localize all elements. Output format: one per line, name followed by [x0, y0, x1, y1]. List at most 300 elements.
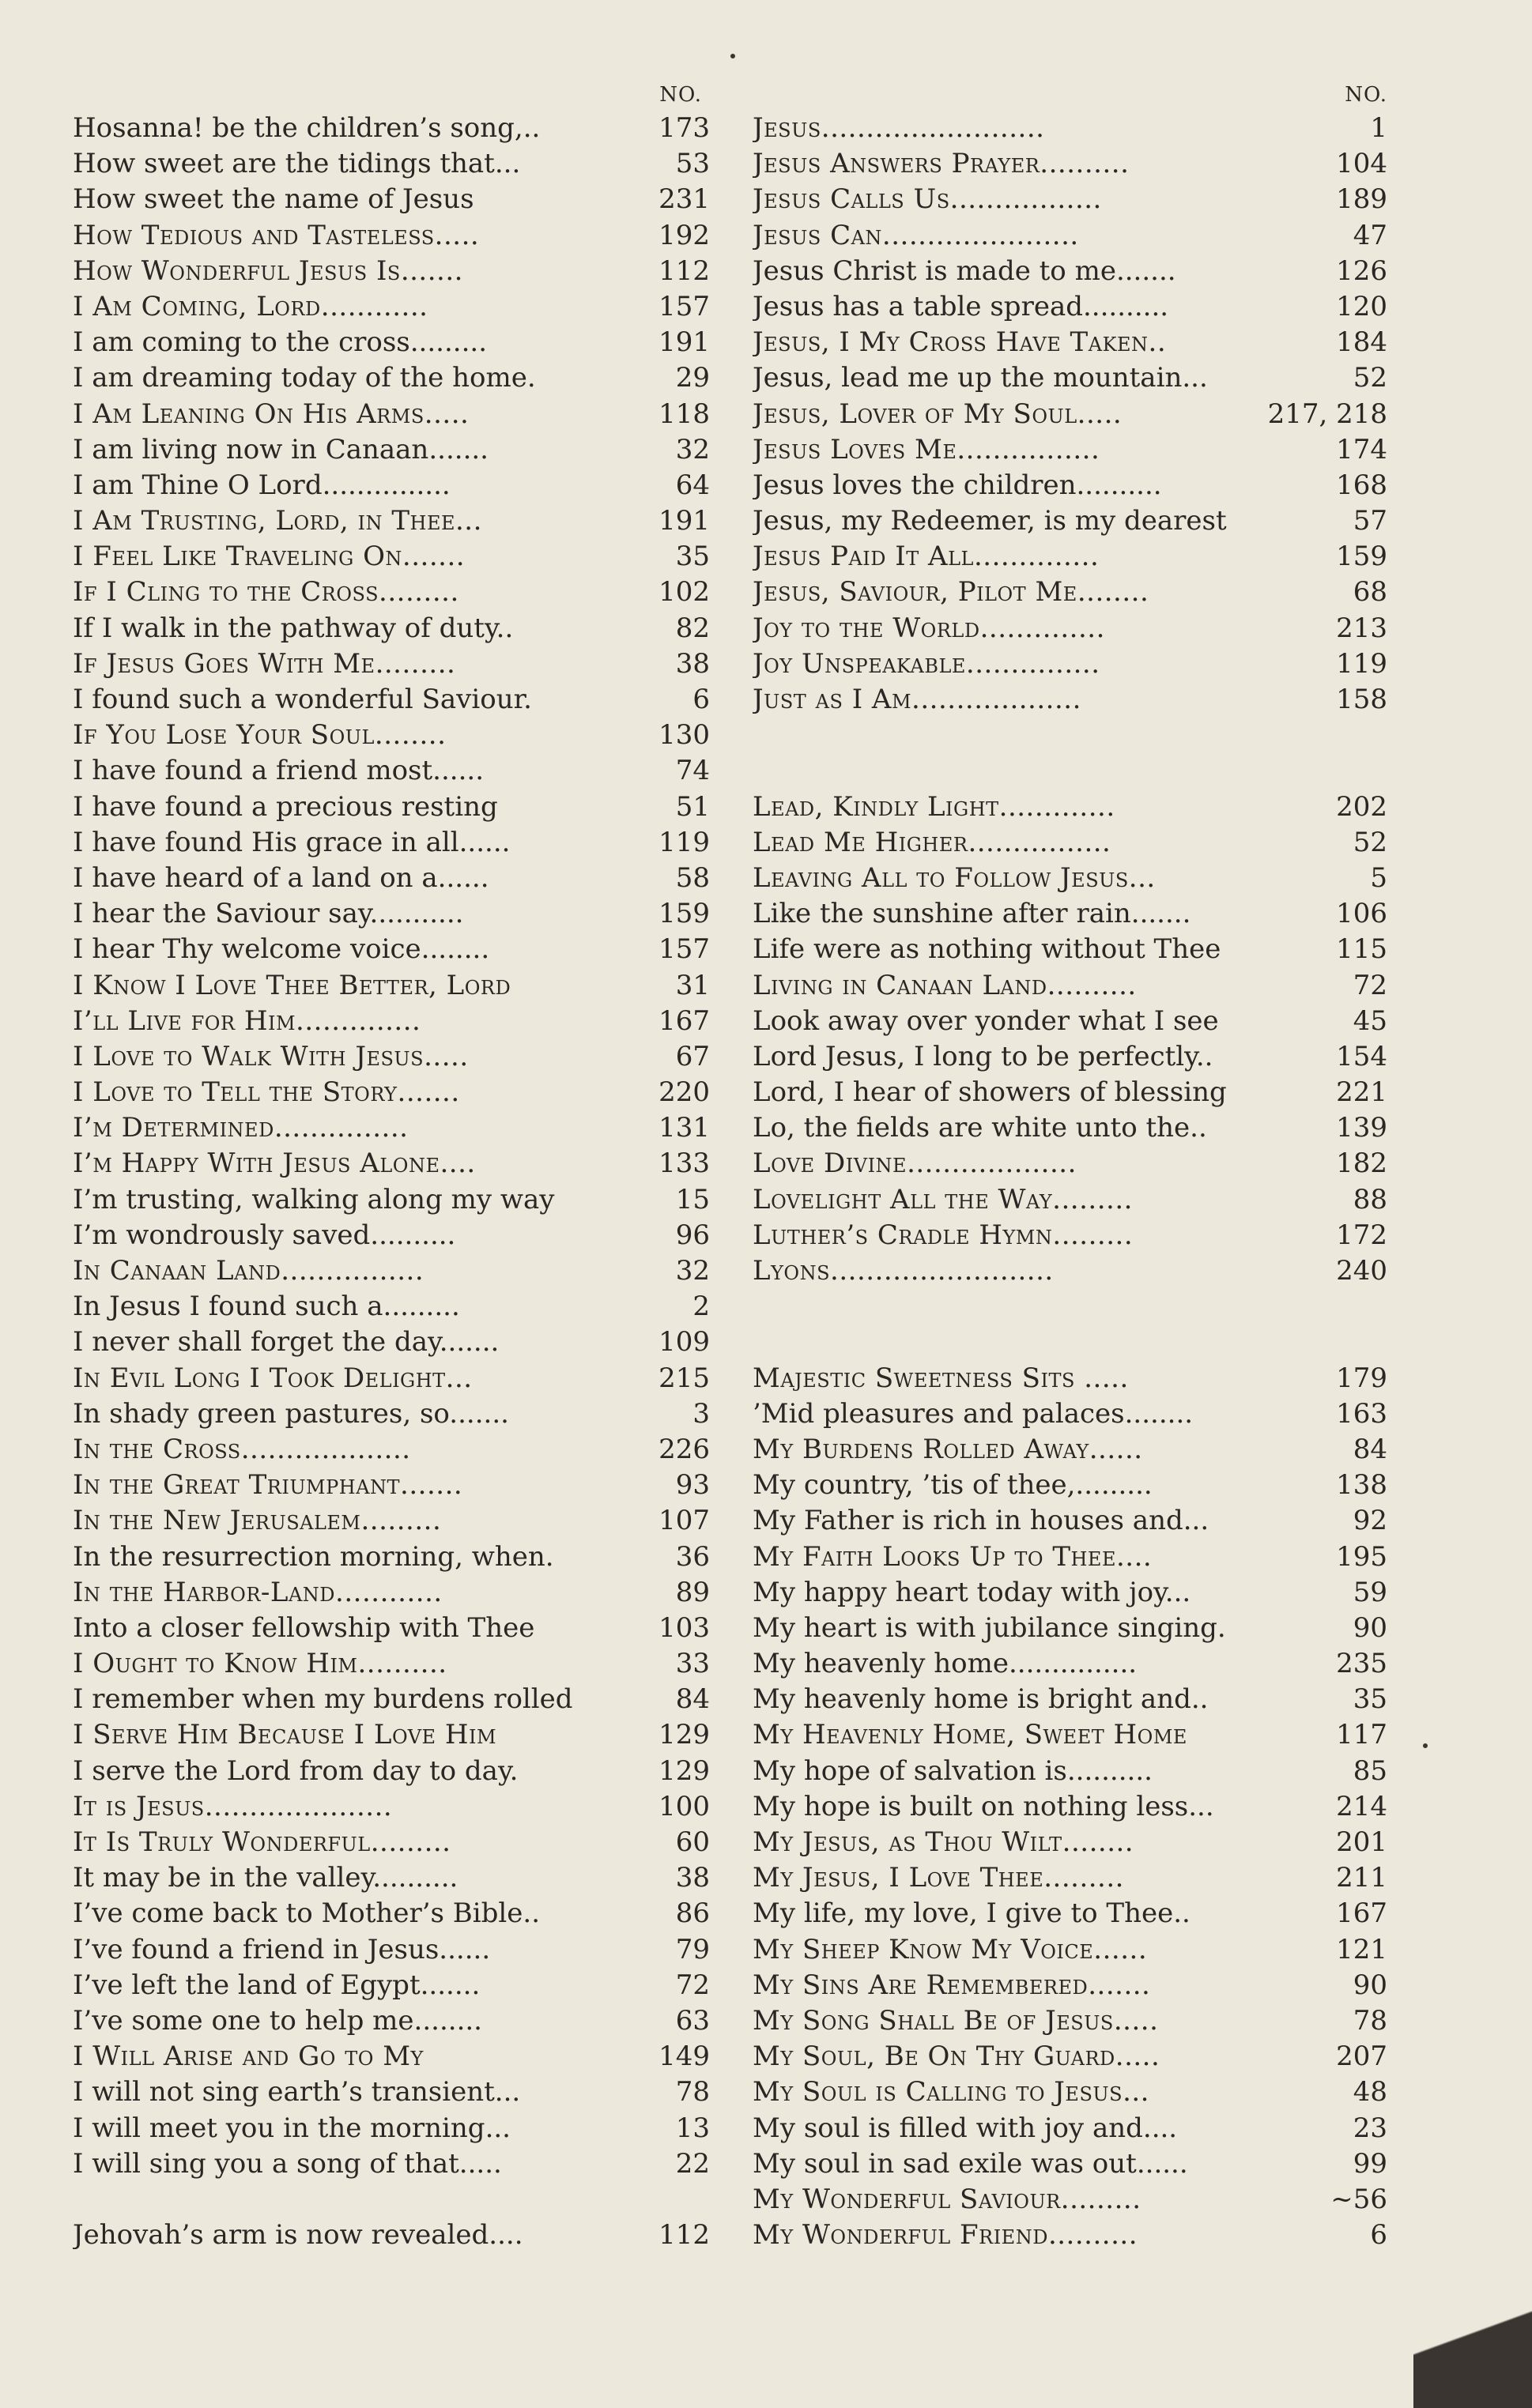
entry-number: 45 — [1353, 1004, 1387, 1037]
index-entry — [753, 1468, 1387, 1503]
index-entry — [73, 1932, 710, 1968]
index-entry — [753, 1432, 1387, 1468]
index-entry — [73, 1503, 710, 1539]
entry-title: I am Thine O Lord............... — [73, 469, 451, 501]
entry-number: 167 — [1336, 1897, 1387, 1930]
index-entry — [73, 1968, 710, 2003]
section-gap — [73, 2182, 710, 2218]
index-entry — [73, 1289, 710, 1325]
entry-number: 68 — [1353, 576, 1387, 609]
entry-number: 85 — [1353, 1754, 1387, 1787]
section-gap — [753, 753, 1387, 789]
entry-number: 58 — [675, 861, 710, 894]
index-entry — [73, 932, 710, 967]
index-entry — [753, 325, 1387, 360]
index-entry — [753, 1825, 1387, 1860]
index-entry — [753, 611, 1387, 646]
entry-number: 48 — [1353, 2076, 1387, 2108]
entry-title: I will sing you a song of that..... — [73, 2147, 502, 2180]
index-entry — [753, 896, 1387, 932]
entry-title: I Know I Love Thee Better, Lord — [73, 969, 511, 1001]
index-entry — [753, 1253, 1387, 1289]
index-entry — [753, 1789, 1387, 1825]
entry-number: 29 — [675, 362, 710, 394]
section-gap — [753, 1289, 1387, 1325]
entry-number: 184 — [1336, 326, 1387, 359]
entry-number: 35 — [1353, 1683, 1387, 1716]
entry-number: 117 — [1336, 1719, 1387, 1751]
entry-title: Joy Unspeakable............... — [753, 647, 1100, 680]
entry-number: 36 — [675, 1540, 710, 1573]
entry-title: Jesus Paid It All.............. — [753, 541, 1100, 573]
index-entry — [73, 1218, 710, 1253]
entry-title: Jesus Answers Prayer.......... — [753, 148, 1130, 180]
index-entry — [73, 825, 710, 861]
index-entry — [753, 289, 1387, 325]
entry-number: 47 — [1353, 219, 1387, 251]
right-entry-list — [753, 111, 1387, 2253]
entry-title: In the resurrection morning, when. — [73, 1540, 554, 1573]
entry-title: In shady green pastures, so....... — [73, 1397, 509, 1430]
index-entry — [73, 753, 710, 789]
index-entry — [753, 2146, 1387, 2182]
entry-title: Jesus, my Redeemer, is my dearest — [753, 505, 1227, 537]
entry-title: I Am Trusting, Lord, in Thee... — [73, 505, 482, 537]
entry-number: 163 — [1336, 1397, 1387, 1430]
index-entry — [753, 2218, 1387, 2253]
entry-title: I’ve left the land of Egypt....... — [73, 1969, 481, 2001]
entry-title: Lord, I hear of showers of blessing — [753, 1076, 1227, 1109]
entry-number: 159 — [1336, 541, 1387, 573]
entry-number: 84 — [1353, 1433, 1387, 1465]
entry-number: 15 — [675, 1183, 710, 1215]
entry-title: In the Cross................... — [73, 1433, 411, 1465]
entry-number: 64 — [675, 469, 710, 501]
entry-title: My Song Shall Be of Jesus..... — [753, 2004, 1159, 2037]
index-entry — [753, 503, 1387, 539]
entry-number: 72 — [675, 1969, 710, 2001]
index-entry — [753, 111, 1387, 146]
index-entry — [73, 1646, 710, 1682]
entry-number: 115 — [1336, 933, 1387, 966]
index-entry — [73, 2039, 710, 2074]
index-entry — [73, 968, 710, 1004]
entry-number: 107 — [658, 1505, 710, 1537]
entry-number: 86 — [675, 1897, 710, 1930]
entry-title: Hosanna! be the children’s song,.. — [73, 112, 541, 144]
entry-title: Love Divine................... — [753, 1147, 1077, 1180]
entry-number: 133 — [658, 1147, 710, 1180]
entry-number: 32 — [675, 1255, 710, 1287]
entry-title: My heavenly home is bright and.. — [753, 1683, 1209, 1716]
entry-number: 217, 218 — [1267, 398, 1387, 430]
entry-number: 52 — [1353, 826, 1387, 858]
entry-number: 138 — [1336, 1469, 1387, 1502]
entry-number: 103 — [658, 1611, 710, 1644]
entry-number: 168 — [1336, 469, 1387, 501]
index-entry — [73, 2146, 710, 2182]
index-entry — [73, 861, 710, 896]
entry-title: My Faith Looks Up to Thee.... — [753, 1540, 1153, 1573]
entry-title: My heavenly home............... — [753, 1648, 1138, 1680]
index-entry — [73, 682, 710, 718]
index-entry — [73, 1039, 710, 1075]
entry-number: 78 — [675, 2076, 710, 2108]
entry-title: Just as I Am................... — [753, 684, 1081, 715]
index-entry — [73, 146, 710, 182]
entry-number: 78 — [1353, 2004, 1387, 2037]
entry-title: Joy to the World.............. — [753, 612, 1105, 644]
index-entry — [753, 1682, 1387, 1717]
entry-title: Jesus, Lover of My Soul..... — [753, 398, 1123, 430]
entry-title: Look away over yonder what I see — [753, 1004, 1219, 1037]
entry-number: 100 — [658, 1790, 710, 1822]
entry-number: 191 — [658, 505, 710, 537]
entry-title: Lyons......................... — [753, 1255, 1054, 1287]
entry-title: Jesus, I My Cross Have Taken.. — [753, 326, 1167, 359]
entry-number: 2 — [692, 1291, 710, 1323]
entry-title: How Wonderful Jesus Is....... — [73, 254, 463, 287]
index-entry — [73, 360, 710, 396]
entry-number: 129 — [658, 1719, 710, 1751]
entry-number: 1 — [1370, 112, 1387, 144]
index-entry — [73, 1004, 710, 1039]
entry-number: 202 — [1336, 790, 1387, 823]
entry-number: 174 — [1336, 433, 1387, 465]
index-entry — [73, 789, 710, 825]
index-entry — [73, 325, 710, 360]
entry-number: 57 — [1353, 505, 1387, 537]
entry-title: I remember when my burdens rolled — [73, 1683, 573, 1716]
entry-title: It is Jesus..................... — [73, 1790, 393, 1822]
entry-title: Leaving All to Follow Jesus... — [753, 861, 1156, 894]
index-entry — [753, 1503, 1387, 1539]
index-entry — [73, 1468, 710, 1503]
entry-number: 60 — [675, 1826, 710, 1858]
entry-number: 192 — [658, 219, 710, 251]
entry-number: 63 — [675, 2004, 710, 2037]
entry-title: I’ve come back to Mother’s Bible.. — [73, 1897, 540, 1930]
index-entry — [73, 646, 710, 682]
entry-number: 93 — [675, 1469, 710, 1502]
entry-number: 119 — [658, 826, 710, 858]
index-entry — [73, 1825, 710, 1860]
entry-title: If You Lose Your Soul........ — [73, 719, 447, 752]
index-entry — [73, 1575, 710, 1611]
entry-title: If Jesus Goes With Me......... — [73, 647, 456, 680]
entry-title: My heart is with jubilance singing. — [753, 1611, 1226, 1644]
entry-title: My Jesus, I Love Thee......... — [753, 1862, 1124, 1894]
entry-title: My Wonderful Friend.......... — [753, 2219, 1138, 2252]
index-entry — [73, 254, 710, 289]
entry-title: In the Harbor-Land............ — [73, 1576, 443, 1608]
entry-number: 131 — [658, 1112, 710, 1144]
entry-title: Lead Me Higher................ — [753, 826, 1111, 858]
entry-number: 213 — [1336, 612, 1387, 644]
entry-number: 149 — [658, 2041, 710, 2073]
entry-number: 109 — [658, 1326, 710, 1359]
entry-number: 112 — [658, 2219, 710, 2252]
index-entry — [73, 182, 710, 217]
entry-title: If I walk in the pathway of duty.. — [73, 612, 514, 644]
entry-number: 104 — [1336, 148, 1387, 180]
entry-number: 214 — [1336, 1790, 1387, 1822]
index-entry — [73, 1754, 710, 1789]
entry-title: Jesus has a table spread.......... — [753, 290, 1169, 322]
right-column — [753, 79, 1387, 2253]
index-entry — [753, 825, 1387, 861]
entry-number: 130 — [658, 719, 710, 752]
entry-title: I never shall forget the day....... — [73, 1326, 500, 1359]
entry-number: 191 — [658, 326, 710, 359]
index-entry — [73, 1075, 710, 1110]
entry-title: I’m Happy With Jesus Alone.... — [73, 1147, 476, 1180]
index-entry — [753, 254, 1387, 289]
index-entry — [753, 218, 1387, 254]
index-entry — [73, 468, 710, 503]
entry-title: In the Great Triumphant....... — [73, 1469, 463, 1502]
entry-number: 33 — [675, 1648, 710, 1680]
entry-number: 74 — [675, 755, 710, 787]
index-entry — [73, 1896, 710, 1931]
entry-title: I’m wondrously saved.......... — [73, 1219, 456, 1251]
index-entry — [753, 575, 1387, 610]
entry-title: I am dreaming today of the home. — [73, 362, 536, 394]
index-entry — [753, 1896, 1387, 1931]
index-entry — [753, 397, 1387, 432]
entry-number: 90 — [1353, 1969, 1387, 2001]
entry-number: 59 — [1353, 1576, 1387, 1608]
entry-title: Into a closer fellowship with Thee — [73, 1611, 535, 1644]
entry-title: I’ve found a friend in Jesus...... — [73, 1933, 491, 1965]
index-entry — [73, 111, 710, 146]
entry-number: 35 — [675, 541, 710, 573]
index-entry — [73, 575, 710, 610]
entry-number: 207 — [1336, 2041, 1387, 2073]
index-entry — [753, 146, 1387, 182]
entry-title: In Canaan Land................ — [73, 1255, 425, 1287]
entry-title: I Serve Him Because I Love Him — [73, 1719, 497, 1751]
index-entry — [753, 1717, 1387, 1753]
entry-title: In the New Jerusalem......... — [73, 1505, 442, 1537]
index-entry — [73, 432, 710, 468]
entry-number: 38 — [675, 647, 710, 680]
index-entry — [73, 503, 710, 539]
entry-title: Luther’s Cradle Hymn......... — [753, 1219, 1134, 1251]
entry-title: Jesus Can...................... — [753, 219, 1079, 251]
entry-number: 23 — [1353, 2112, 1387, 2144]
entry-title: Jesus, lead me up the mountain... — [753, 362, 1208, 394]
entry-number: 67 — [675, 1040, 710, 1072]
entry-title: I hear Thy welcome voice........ — [73, 933, 490, 966]
entry-title: In Evil Long I Took Delight... — [73, 1362, 473, 1394]
entry-number: 106 — [1336, 898, 1387, 930]
entry-title: I hear the Saviour say........... — [73, 898, 464, 930]
entry-number: 189 — [1336, 183, 1387, 216]
index-entry — [753, 182, 1387, 217]
index-entry — [753, 1218, 1387, 1253]
entry-title: How sweet are the tidings that... — [73, 148, 521, 180]
entry-number: 89 — [675, 1576, 710, 1608]
index-entry — [753, 1968, 1387, 2003]
entry-number: 126 — [1336, 254, 1387, 287]
index-entry — [73, 1539, 710, 1575]
entry-number: 13 — [675, 2112, 710, 2144]
entry-number: 182 — [1336, 1147, 1387, 1180]
entry-title: Jesus, Saviour, Pilot Me........ — [753, 576, 1149, 609]
entry-title: I’ve some one to help me........ — [73, 2004, 482, 2037]
entry-number: 172 — [1336, 1219, 1387, 1251]
entry-number: 53 — [675, 148, 710, 180]
entry-title: Living in Canaan Land.......... — [753, 969, 1137, 1001]
entry-title: My country, ’tis of thee,......... — [753, 1469, 1153, 1502]
section-gap — [753, 718, 1387, 753]
entry-number: 157 — [658, 290, 710, 322]
index-entry — [753, 1396, 1387, 1432]
entry-number: 235 — [1336, 1648, 1387, 1680]
entry-number: 32 — [675, 433, 710, 465]
index-entry — [753, 2111, 1387, 2146]
entry-number: 84 — [675, 1683, 710, 1716]
index-entry — [753, 1539, 1387, 1575]
entry-title: My soul in sad exile was out...... — [753, 2147, 1188, 2180]
index-entry — [73, 1789, 710, 1825]
entry-title: I have found His grace in all...... — [73, 826, 511, 858]
index-entry — [753, 1361, 1387, 1396]
left-column — [73, 79, 710, 2253]
entry-number: 88 — [1353, 1183, 1387, 1215]
entry-title: Lovelight All the Way......... — [753, 1183, 1133, 1215]
index-entry — [753, 1146, 1387, 1181]
index-entry — [753, 932, 1387, 967]
index-entry — [753, 360, 1387, 396]
entry-number: 52 — [1353, 362, 1387, 394]
entry-number: 179 — [1336, 1362, 1387, 1394]
entry-title: My Father is rich in houses and... — [753, 1505, 1209, 1537]
index-entry — [73, 218, 710, 254]
entry-title: My Sheep Know My Voice...... — [753, 1933, 1148, 1965]
entry-number: 96 — [675, 1219, 710, 1251]
index-entry — [73, 2074, 710, 2110]
entry-title: I Am Leaning On His Arms..... — [73, 398, 470, 430]
entry-number: 3 — [692, 1397, 710, 1430]
entry-title: I found such a wonderful Saviour. — [73, 684, 532, 715]
entry-title: My Jesus, as Thou Wilt........ — [753, 1826, 1134, 1858]
index-entry — [73, 1432, 710, 1468]
index-entry — [753, 1182, 1387, 1218]
index-entry — [73, 1396, 710, 1432]
entry-title: My Soul, Be On Thy Guard..... — [753, 2041, 1160, 2073]
entry-title: Majestic Sweetness Sits ..... — [753, 1362, 1129, 1394]
entry-title: Jesus Loves Me................ — [753, 433, 1100, 465]
entry-title: Jehovah’s arm is now revealed.... — [73, 2219, 523, 2252]
entry-number: 129 — [658, 1754, 710, 1787]
left-entry-list — [73, 111, 710, 2253]
entry-number: 102 — [658, 576, 710, 609]
entry-number: 112 — [658, 254, 710, 287]
entry-title: I Am Coming, Lord............ — [73, 290, 428, 322]
entry-number: 226 — [658, 1433, 710, 1465]
entry-number: 221 — [1336, 1076, 1387, 1109]
index-entry — [753, 2182, 1387, 2218]
entry-number: 118 — [658, 398, 710, 430]
entry-title: My Wonderful Saviour......... — [753, 2183, 1141, 2215]
entry-title: ’Mid pleasures and palaces........ — [753, 1397, 1194, 1430]
entry-title: My life, my love, I give to Thee.. — [753, 1897, 1191, 1930]
entry-title: It Is Truly Wonderful......... — [73, 1826, 451, 1858]
index-entry — [753, 861, 1387, 896]
entry-title: My hope of salvation is.......... — [753, 1754, 1153, 1787]
index-entry — [73, 1110, 710, 1146]
entry-number: 158 — [1336, 684, 1387, 715]
entry-title: Lead, Kindly Light............. — [753, 790, 1115, 823]
entry-number: 6 — [692, 684, 710, 715]
index-entry — [753, 1754, 1387, 1789]
index-entry — [753, 2039, 1387, 2074]
entry-number: 220 — [658, 1076, 710, 1109]
entry-number: 82 — [675, 612, 710, 644]
page-corner-shadow — [1413, 2234, 1532, 2408]
index-entry — [753, 1039, 1387, 1075]
entry-title: Like the sunshine after rain....... — [753, 898, 1191, 930]
entry-title: My Soul is Calling to Jesus... — [753, 2076, 1149, 2108]
entry-title: Lo, the fields are white unto the.. — [753, 1112, 1207, 1144]
entry-title: How Tedious and Tasteless..... — [73, 219, 480, 251]
index-entry — [73, 611, 710, 646]
entry-number: 90 — [1353, 1611, 1387, 1644]
entry-title: I am coming to the cross......... — [73, 326, 488, 359]
entry-number: 51 — [675, 790, 710, 823]
index-entry — [73, 289, 710, 325]
entry-number: 5 — [1370, 861, 1387, 894]
index-entry — [73, 2218, 710, 2253]
entry-title: I Ought to Know Him.......... — [73, 1648, 447, 1680]
entry-number: 121 — [1336, 1933, 1387, 1965]
entry-title: My hope is built on nothing less... — [753, 1790, 1214, 1822]
index-entry — [753, 789, 1387, 825]
index-entry — [73, 718, 710, 753]
entry-title: I will not sing earth’s transient... — [73, 2076, 521, 2108]
index-entry — [73, 1361, 710, 1396]
index-entry — [73, 1860, 710, 1896]
index-entry — [73, 1682, 710, 1717]
index-entry — [73, 1325, 710, 1360]
index-entry — [73, 1182, 710, 1218]
margin-speck — [1423, 1743, 1428, 1748]
entry-number: 92 — [1353, 1505, 1387, 1537]
entry-number: 201 — [1336, 1826, 1387, 1858]
entry-title: I’ll Live for Him.............. — [73, 1004, 421, 1037]
index-entry — [753, 468, 1387, 503]
entry-title: My Burdens Rolled Away...... — [753, 1433, 1143, 1465]
index-entry — [73, 2003, 710, 2039]
entry-title: In Jesus I found such a......... — [73, 1291, 460, 1323]
entry-title: I am living now in Canaan....... — [73, 433, 489, 465]
index-entry — [753, 1075, 1387, 1110]
index-entry — [753, 1611, 1387, 1646]
entry-title: I serve the Lord from day to day. — [73, 1754, 519, 1787]
index-entry — [73, 1717, 710, 1753]
index-entry — [753, 432, 1387, 468]
left-number-header: NO. — [659, 83, 702, 107]
index-entry — [753, 2003, 1387, 2039]
entry-title: I’m Determined............... — [73, 1112, 409, 1144]
entry-title: My Heavenly Home, Sweet Home — [753, 1719, 1187, 1751]
entry-number: 157 — [658, 933, 710, 966]
entry-title: I Love to Walk With Jesus..... — [73, 1040, 469, 1072]
entry-number: 231 — [658, 183, 710, 216]
section-gap — [753, 1325, 1387, 1360]
